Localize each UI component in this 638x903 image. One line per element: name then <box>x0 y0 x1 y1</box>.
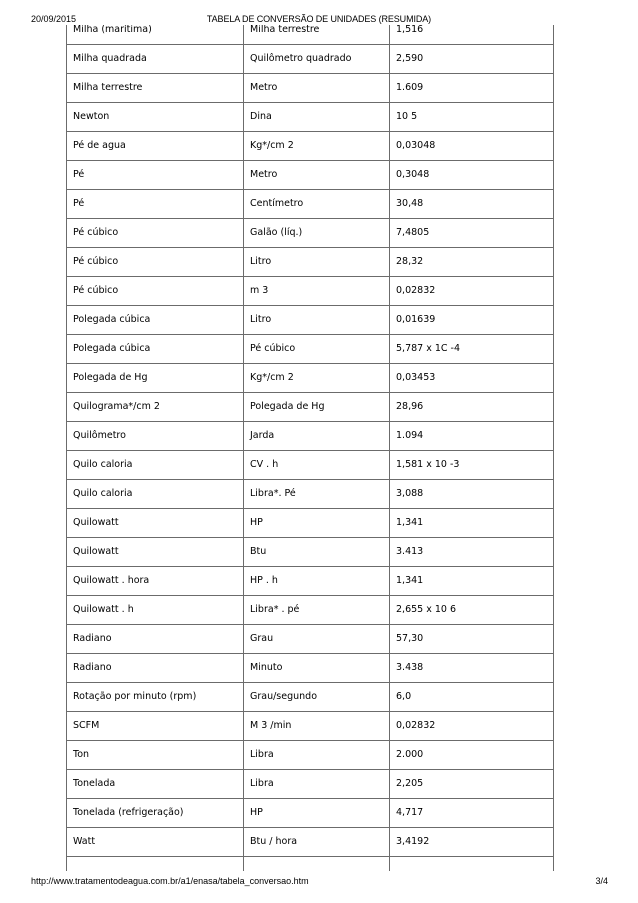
unit-to-cell: Minuto <box>250 662 283 673</box>
factor-cell: 6,0 <box>396 691 412 702</box>
table-row <box>67 509 553 538</box>
unit-from-cell: Pé de agua <box>73 140 126 151</box>
unit-from-cell: Quilowatt <box>73 517 119 528</box>
unit-from-cell: Pé cúbico <box>73 256 119 267</box>
factor-cell: 1,516 <box>396 25 424 35</box>
table-row <box>67 103 553 132</box>
table-row <box>67 712 553 741</box>
unit-to-cell: Dina <box>250 111 272 122</box>
unit-to-cell: Polegada de Hg <box>250 401 325 412</box>
unit-to-cell: Pé cúbico <box>250 343 296 354</box>
unit-to-cell: Metro <box>250 82 278 93</box>
table-row <box>67 25 553 45</box>
unit-to-cell: Jarda <box>250 430 275 441</box>
factor-cell: 2,205 <box>396 778 424 789</box>
table-row <box>67 190 553 219</box>
table-row <box>67 219 553 248</box>
unit-from-cell: Polegada cúbica <box>73 314 151 325</box>
table-row <box>67 132 553 161</box>
unit-to-cell: CV . h <box>250 459 279 470</box>
factor-cell: 28,96 <box>396 401 424 412</box>
factor-cell: 1,581 x 10 -3 <box>396 459 460 470</box>
unit-from-cell: Quilômetro <box>73 430 126 441</box>
factor-cell: 1.094 <box>396 430 424 441</box>
table-row <box>67 306 553 335</box>
factor-cell: 0,02832 <box>396 720 436 731</box>
factor-cell: 3.438 <box>396 662 424 673</box>
unit-to-cell: Metro <box>250 169 278 180</box>
factor-cell: 4,717 <box>396 807 424 818</box>
unit-to-cell: Grau/segundo <box>250 691 318 702</box>
table-row <box>67 480 553 509</box>
unit-to-cell: HP . h <box>250 575 278 586</box>
unit-from-cell: Polegada de Hg <box>73 372 148 383</box>
table-row <box>67 567 553 596</box>
unit-from-cell: Pé <box>73 198 85 209</box>
table-row <box>67 161 553 190</box>
unit-to-cell: Centímetro <box>250 198 304 209</box>
unit-to-cell: Grau <box>250 633 274 644</box>
table-row <box>67 45 553 74</box>
factor-cell: 1,341 <box>396 575 424 586</box>
table-row <box>67 683 553 712</box>
unit-from-cell: Polegada cúbica <box>73 343 151 354</box>
unit-from-cell: Quilo caloria <box>73 459 133 470</box>
unit-from-cell: Pé <box>73 169 85 180</box>
unit-to-cell: Kg*/cm 2 <box>250 372 294 383</box>
factor-cell: 2.000 <box>396 749 424 760</box>
unit-to-cell: HP <box>250 517 263 528</box>
unit-to-cell: M 3 /min <box>250 720 292 731</box>
factor-cell: 7,4805 <box>396 227 430 238</box>
table-row <box>67 654 553 683</box>
factor-cell: 0,03048 <box>396 140 436 151</box>
table-row <box>67 451 553 480</box>
factor-cell: 28,32 <box>396 256 424 267</box>
unit-to-cell: Libra*. Pé <box>250 488 296 499</box>
page-number: 3/4 <box>595 876 608 886</box>
unit-from-cell: Newton <box>73 111 110 122</box>
factor-cell: 3,4192 <box>396 836 430 847</box>
table-row <box>67 596 553 625</box>
unit-from-cell: Rotação por minuto (rpm) <box>73 691 197 702</box>
unit-to-cell: Galão (líq.) <box>250 227 303 238</box>
unit-to-cell: Quilômetro quadrado <box>250 53 352 64</box>
unit-from-cell: Ton <box>73 749 90 760</box>
table-row <box>67 74 553 103</box>
factor-cell: 1.609 <box>396 82 424 93</box>
unit-from-cell: Milha terrestre <box>73 82 143 93</box>
unit-from-cell: Milha (marítima) <box>73 25 152 35</box>
unit-from-cell: Tonelada <box>73 778 116 789</box>
unit-from-cell: Quilo caloria <box>73 488 133 499</box>
unit-from-cell: Radiano <box>73 662 112 673</box>
unit-from-cell: Pé cúbico <box>73 285 119 296</box>
table-row <box>67 799 553 828</box>
unit-to-cell: Libra* . pé <box>250 604 300 615</box>
unit-to-cell: Btu / hora <box>250 836 298 847</box>
table-row <box>67 335 553 364</box>
unit-from-cell: Quilograma*/cm 2 <box>73 401 160 412</box>
table-row <box>67 741 553 770</box>
unit-to-cell: Litro <box>250 314 272 325</box>
source-url: http://www.tratamentodeagua.com.br/a1/enasa/tabela_conversao.htm <box>31 876 309 886</box>
unit-from-cell: Pé cúbico <box>73 227 119 238</box>
factor-cell: 1,341 <box>396 517 424 528</box>
unit-from-cell: Quilowatt . h <box>73 604 134 615</box>
page-title: TABELA DE CONVERSÃO DE UNIDADES (RESUMIDA) <box>206 14 432 24</box>
unit-to-cell: HP <box>250 807 263 818</box>
unit-to-cell: Libra <box>250 749 274 760</box>
table-row <box>67 393 553 422</box>
factor-cell: 5,787 x 1C -4 <box>396 343 461 354</box>
table-row <box>67 422 553 451</box>
unit-to-cell: Kg*/cm 2 <box>250 140 294 151</box>
table-row <box>67 364 553 393</box>
factor-cell: 3,088 <box>396 488 424 499</box>
table-row <box>67 277 553 306</box>
table-row <box>67 828 553 857</box>
unit-from-cell: Radiano <box>73 633 112 644</box>
unit-from-cell: Tonelada (refrigeração) <box>73 807 184 818</box>
unit-to-cell: m 3 <box>250 285 269 296</box>
factor-cell: 0,01639 <box>396 314 436 325</box>
unit-to-cell: Milha terrestre <box>250 25 320 35</box>
factor-cell: 0,02832 <box>396 285 436 296</box>
conversion-table <box>66 25 554 871</box>
unit-to-cell: Litro <box>250 256 272 267</box>
factor-cell: 2,655 x 10 6 <box>396 604 457 615</box>
table-row <box>67 248 553 277</box>
unit-from-cell: Watt <box>73 836 96 847</box>
unit-to-cell: Btu <box>250 546 267 557</box>
unit-from-cell: Milha quadrada <box>73 53 147 64</box>
factor-cell: 0,3048 <box>396 169 430 180</box>
unit-from-cell: SCFM <box>73 720 100 731</box>
factor-cell: 3.413 <box>396 546 424 557</box>
factor-cell: 2,590 <box>396 53 424 64</box>
factor-cell: 30,48 <box>396 198 424 209</box>
print-date: 20/09/2015 <box>31 14 77 24</box>
factor-cell: 10 5 <box>396 111 418 122</box>
table-row <box>67 625 553 654</box>
factor-cell: 57,30 <box>396 633 424 644</box>
unit-to-cell: Libra <box>250 778 274 789</box>
unit-from-cell: Quilowatt . hora <box>73 575 150 586</box>
unit-from-cell: Quilowatt <box>73 546 119 557</box>
table-row <box>67 538 553 567</box>
table-row <box>67 770 553 799</box>
factor-cell: 0,03453 <box>396 372 436 383</box>
